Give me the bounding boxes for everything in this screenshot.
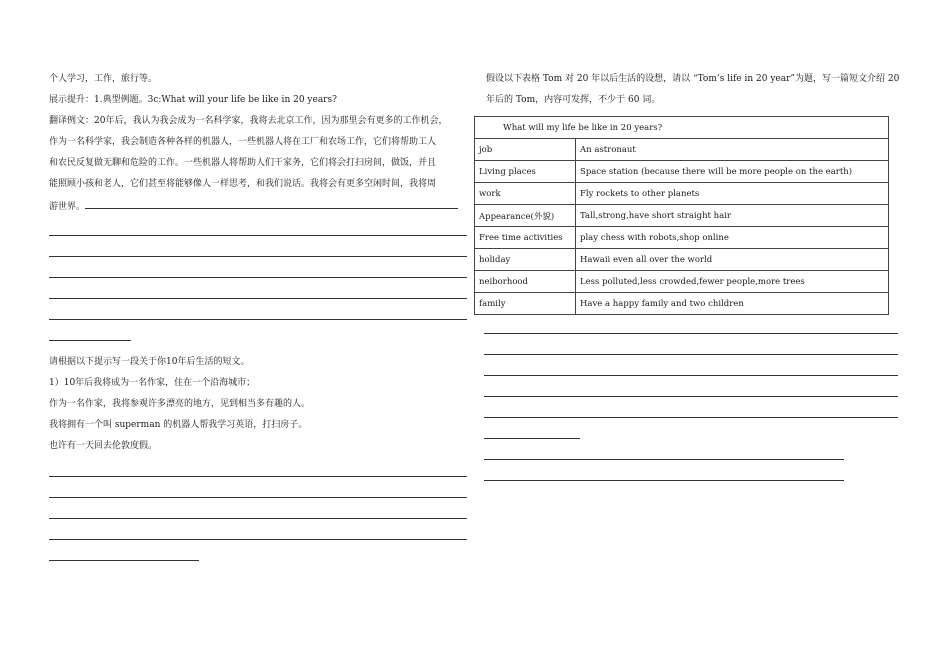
- table-header-row: [475, 117, 889, 139]
- writing-line[interactable]: [49, 261, 467, 282]
- writing-line[interactable]: [85, 198, 458, 209]
- row-key: Free time activities: [475, 227, 576, 249]
- translation-line-5: [49, 198, 467, 219]
- task-line-1: 假设以下表格 Tom 对 20 年以后生活的设想，请以 “Tom’s life in 20 year”为题，写一篇短文介绍 20: [486, 74, 900, 84]
- row-value: An astronaut: [576, 139, 889, 161]
- intro-line: 个人学习，工作，旅行等。: [49, 74, 158, 84]
- row-key: work: [475, 183, 576, 205]
- writing-line[interactable]: [484, 338, 898, 359]
- row-value: play chess with robots,shop online: [576, 227, 889, 249]
- task-line-2: 年后的 Tom，内容可发挥，不少于 60 词。: [486, 95, 661, 105]
- translation-line-4: 能照顾小孩和老人，它们甚至将能够像人一样思考，和我们说话。我将会有更多空闲时间，我将周: [49, 179, 437, 189]
- row-value: Space station (because there will be more people on the earth): [576, 161, 889, 183]
- table-row: [475, 139, 889, 161]
- writing-line[interactable]: [49, 502, 467, 523]
- table-row: [475, 227, 889, 249]
- row-key: neiborhood: [475, 271, 576, 293]
- writing-line[interactable]: [484, 359, 898, 380]
- row-key: Living places: [475, 161, 576, 183]
- writing-line-short[interactable]: [49, 544, 467, 565]
- row-value: Have a happy family and two children: [576, 293, 889, 315]
- table-row: [475, 293, 889, 315]
- showcase-line: 展示提升：1.典型例题。3c:What will your life be like in 20 years?: [49, 95, 337, 105]
- writing-line[interactable]: [49, 460, 467, 481]
- translation-line-1: 翻译例文：20年后，我认为我会成为一名科学家，我将去北京工作，因为那里会有更多的工作机会，: [49, 116, 448, 126]
- writing-line[interactable]: [49, 303, 467, 324]
- writing-line[interactable]: [484, 380, 898, 401]
- prompt-line-1: 1）10年后我将成为一名作家，住在一个沿海城市；: [49, 378, 256, 388]
- row-value: Hawaii even all over the world: [576, 249, 889, 271]
- writing-line-short[interactable]: [49, 324, 467, 345]
- right-writing-area: [484, 317, 898, 485]
- writing-line[interactable]: [484, 317, 898, 338]
- prompt-line-3: 我将拥有一个叫 superman 的机器人帮我学习英语，打扫房子。: [49, 420, 308, 430]
- row-value: Less polluted,less crowded,fewer people,more trees: [576, 271, 889, 293]
- table-row: [475, 271, 889, 293]
- prompt-line-4: 也许有一天回去伦敦度假。: [49, 441, 158, 451]
- translation-last-text: 游世界。: [49, 202, 86, 212]
- table-row: [475, 205, 889, 227]
- left-column: [49, 72, 467, 565]
- writing-line[interactable]: [49, 219, 467, 240]
- writing-line-short[interactable]: [484, 422, 898, 443]
- row-value: Tall,strong,have short straight hair: [576, 205, 889, 227]
- row-key: family: [475, 293, 576, 315]
- row-key: Appearance(外貌): [475, 205, 576, 227]
- writing-line[interactable]: [49, 481, 467, 502]
- writing-line[interactable]: [49, 282, 467, 303]
- prompt-line-2: 作为一名作家，我将参观许多漂亮的地方，见到相当多有趣的人。: [49, 399, 311, 409]
- row-value: Fly rockets to other planets: [576, 183, 889, 205]
- table-row: [475, 161, 889, 183]
- row-key: holiday: [475, 249, 576, 271]
- table-row: [475, 183, 889, 205]
- right-column: [474, 72, 902, 485]
- table-row: [475, 249, 889, 271]
- writing-line[interactable]: [49, 240, 467, 261]
- writing-line[interactable]: [49, 523, 467, 544]
- writing-line[interactable]: [484, 464, 898, 485]
- row-key: job: [475, 139, 576, 161]
- translation-line-3: 和农民反复做无聊和危险的工作。一些机器人将帮助人们干家务，它们将会打扫房间，做饭，并且: [49, 158, 437, 168]
- writing-line[interactable]: [484, 401, 898, 422]
- writing-line[interactable]: [484, 443, 898, 464]
- life-plan-table: [474, 116, 889, 315]
- translation-line-2: 作为一名科学家，我会制造各种各样的机器人，一些机器人将在工厂和农场工作，它们将帮助工人: [49, 137, 437, 147]
- table-header: What will my life be like in 20 years?: [475, 117, 889, 139]
- prompt-title: 请根据以下提示写一段关于你10年后生活的短文。: [49, 357, 250, 367]
